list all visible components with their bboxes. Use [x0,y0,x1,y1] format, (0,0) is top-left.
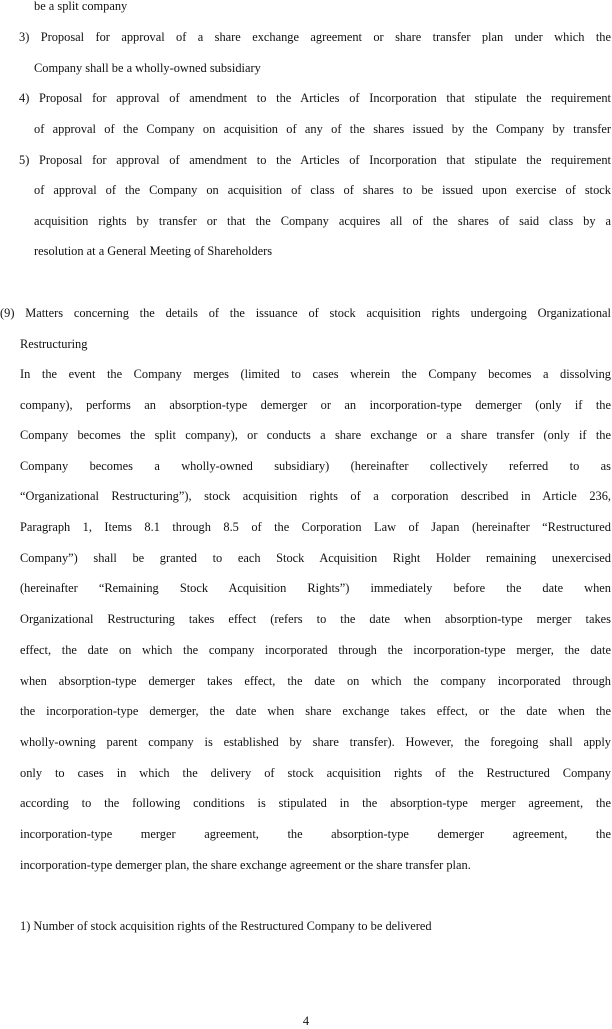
paragraph-line: Company becomes the split company), or conducts a share exchange or a share transfer (only if the [20,428,611,442]
paragraph-line: “Organizational Restructuring”), stock acquisition rights of a corporation described in Article 236, [20,489,611,503]
list-item-1-line: 1) Number of stock acquisition rights of the Restructured Company to be delivered [20,919,432,933]
paragraph-line: when absorption-type demerger takes effect, the date on which the company incorporated through [20,674,611,688]
list-item-5-line-2: of approval of the Company on acquisition of class of shares to be issued upon exercise of stock [34,183,611,197]
list-item-5-line-1: 5) Proposal for approval of amendment to the Articles of Incorporation that stipulate the requirement [19,153,611,167]
list-item-3-line-2: Company shall be a wholly-owned subsidiary [34,61,261,75]
paragraph-line: (hereinafter “Remaining Stock Acquisition Rights”) immediately before the date when [20,581,611,595]
section-9-heading-line-1: (9) Matters concerning the details of the issuance of stock acquisition rights undergoing Organizational [0,306,611,320]
text-line: be a split company [34,0,128,13]
list-item-5-line-3: acquisition rights by transfer or that the Company acquires all of the shares of said class by a [34,214,611,228]
paragraph-line: the incorporation-type demerger, the date when share exchange takes effect, or the date when the [20,704,611,718]
paragraph-line: company), performs an absorption-type demerger or an incorporation-type demerger (only if the [20,398,611,412]
section-9-heading-line-2: Restructuring [20,337,88,351]
list-item-5-line-4: resolution at a General Meeting of Shareholders [34,244,273,258]
paragraph-line: Paragraph 1, Items 8.1 through 8.5 of the Corporation Law of Japan (hereinafter “Restructured [20,520,611,534]
list-item-4-line-2: of approval of the Company on acquisition of any of the shares issued by the Company by transfer [34,122,611,136]
paragraph-line: Company becomes a wholly-owned subsidiary) (hereinafter collectively referred to as [20,459,611,473]
paragraph-line: wholly-owning parent company is established by share transfer). However, the foregoing shall apply [20,735,611,749]
paragraph-line: Organizational Restructuring takes effect (refers to the date when absorption-type merger takes [20,612,611,626]
paragraph-line: incorporation-type demerger plan, the share exchange agreement or the share transfer plan. [20,858,471,872]
paragraph-line: In the event the Company merges (limited to cases wherein the Company becomes a dissolving [20,367,611,381]
page-number: 4 [302,1014,310,1028]
list-item-4-line-1: 4) Proposal for approval of amendment to the Articles of Incorporation that stipulate the requirement [19,91,611,105]
paragraph-line: incorporation-type merger agreement, the absorption-type demerger agreement, the [20,827,611,841]
paragraph-line: Company”) shall be granted to each Stock Acquisition Right Holder remaining unexercised [20,551,611,565]
paragraph-line: only to cases in which the delivery of stock acquisition rights of the Restructured Company [20,766,611,780]
paragraph-line: effect, the date on which the company incorporated through the incorporation-type merger, the date [20,643,611,657]
paragraph-line: according to the following conditions is stipulated in the absorption-type merger agreement, the [20,796,611,810]
list-item-3-line-1: 3) Proposal for approval of a share exchange agreement or share transfer plan under which the [19,30,611,44]
